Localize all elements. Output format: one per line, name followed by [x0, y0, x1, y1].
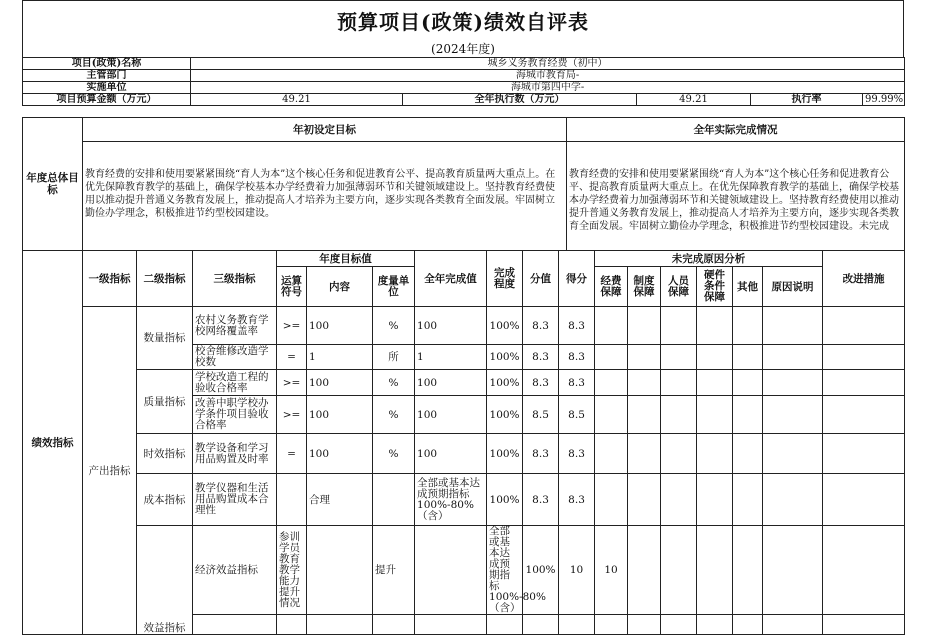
indicator-name: 学校改造工程的验收合格率 — [193, 370, 277, 396]
indicators-section-label: 绩效指标 — [23, 251, 83, 635]
indicator-name: 教学仪器和生活用品购置成本合理性 — [193, 474, 277, 526]
exec-label: 全年执行数（万元） — [403, 94, 637, 106]
header-actual: 全年完成值 — [415, 251, 487, 307]
project-info-table — [22, 57, 905, 106]
header-level1: 一级指标 — [83, 251, 137, 307]
table-row — [23, 526, 905, 615]
quantity-indicator-label: 数量指标 — [137, 307, 193, 370]
actual-value: 全部或基本达成预期指标100%-80%（含） — [415, 474, 487, 526]
dept-value: 海城市教育局- — [191, 70, 905, 82]
header-operator: 运算符号 — [277, 267, 307, 307]
completion: 100% — [487, 307, 523, 345]
operator: >= — [277, 396, 307, 434]
form-title: 预算项目(政策)绩效自评表 — [337, 10, 589, 34]
header-r-hardware: 硬件条件保障 — [697, 267, 733, 307]
benefit-indicator-label: 效益指标 — [137, 526, 193, 635]
economic-indicator-label: 经济效益指标 — [193, 526, 277, 615]
score: 8.3 — [559, 307, 595, 345]
annual-goals-table — [22, 117, 905, 251]
exec-value: 49.21 — [637, 94, 751, 106]
score: 8.3 — [559, 370, 595, 396]
header-level3: 三级指标 — [193, 251, 277, 307]
completion: 100% — [487, 434, 523, 474]
score-value: 8.3 — [523, 474, 559, 526]
header-r-desc: 原因说明 — [763, 267, 823, 307]
score: 8.3 — [559, 345, 595, 370]
output-indicator-label: 产出指标 — [83, 307, 137, 635]
indicator-name: 农村义务教育学校网络覆盖率 — [193, 307, 277, 345]
table-row — [23, 370, 905, 396]
dept-label: 主管部门 — [23, 70, 191, 82]
target-content: 合理 — [307, 474, 373, 526]
header-r-funding: 经费保障 — [595, 267, 628, 307]
score: 10 — [595, 526, 628, 615]
target-unit: % — [373, 434, 415, 474]
score-value: 8.5 — [523, 396, 559, 434]
indicator-name: 改善中职学校办学条件项目验收合格率 — [193, 396, 277, 434]
unit-label: 实施单位 — [23, 82, 191, 94]
form-year: (2024年度) — [431, 42, 495, 56]
actual-completion-text: 教育经费的安排和使用要紧紧围绕“育人为本”这个核心任务和促进教育公平、提高教育质量两大重点上。在优先保障教育教学的基础上，确保学校基本办学经费着力加强薄弱环节和关键领域建设上。坚持教育经费使用以推动提升普通义务教育发展上，推动提高人才培养为主要方向，逐步实现各类教育全面发展。牢固树立勤俭办学理念，积极推进节约型校园建设。未完成 — [567, 142, 905, 251]
actual-value: 1 — [415, 345, 487, 370]
score: 8.5 — [559, 396, 595, 434]
actual-completion-header: 全年实际完成情况 — [567, 118, 905, 142]
operator: >= — [277, 370, 307, 396]
target-content: 100 — [307, 434, 373, 474]
quality-indicator-label: 质量指标 — [137, 370, 193, 434]
target-content: 1 — [307, 345, 373, 370]
project-name-value: 城乡义务教育经费（初中） — [191, 58, 905, 70]
completion: 100% — [523, 526, 559, 615]
completion: 100% — [487, 370, 523, 396]
initial-goal-header: 年初设定目标 — [83, 118, 567, 142]
score-value: 8.3 — [523, 434, 559, 474]
actual-value: 100 — [415, 307, 487, 345]
completion: 100% — [487, 396, 523, 434]
operator: = — [277, 345, 307, 370]
completion: 100% — [487, 474, 523, 526]
header-annual-target: 年度目标值 — [277, 251, 415, 267]
header-completion: 完成程度 — [487, 251, 523, 307]
operator: >= — [277, 307, 307, 345]
header-content: 内容 — [307, 267, 373, 307]
operator — [307, 526, 373, 615]
table-row — [23, 434, 905, 474]
target-unit: % — [373, 307, 415, 345]
rate-label: 执行率 — [751, 94, 863, 106]
header-improve: 改进措施 — [823, 251, 905, 307]
table-row — [23, 474, 905, 526]
target-content: 提升 — [373, 526, 415, 615]
header-score: 得分 — [559, 251, 595, 307]
header-score-value: 分值 — [523, 251, 559, 307]
target-content: 100 — [307, 370, 373, 396]
goals-section-label: 年度总体目标 — [23, 118, 83, 251]
project-name-label: 项目(政策)名称 — [23, 58, 191, 70]
score-value: 8.3 — [523, 307, 559, 345]
target-unit: 所 — [373, 345, 415, 370]
actual-value: 全部或基本达成预期指标100%-80%（含） — [487, 526, 523, 615]
table-row — [23, 307, 905, 345]
indicator-name: 教学设备和学习用品购置及时率 — [193, 434, 277, 474]
operator — [277, 474, 307, 526]
header-r-other: 其他 — [733, 267, 763, 307]
indicator-name: 校舍维修改造学校数 — [193, 345, 277, 370]
header-unit: 度量单位 — [373, 267, 415, 307]
header-r-system: 制度保障 — [628, 267, 661, 307]
indicator-name: 参训学员教育教学能力提升情况 — [277, 526, 307, 615]
completion: 100% — [487, 345, 523, 370]
score-value: 10 — [559, 526, 595, 615]
rate-value: 99.99% — [863, 94, 905, 106]
initial-goal-text: 教育经费的安排和使用要紧紧围绕“育人为本”这个核心任务和促进教育公平、提高教育质量两大重点上。在优先保障教育教学的基础上，确保学校基本办学经费着力加强薄弱环节和关键领域建设上。坚持教育经费使用以推动提升普通义务教育发展上，推动提高人才培养为主要方向，逐步实现各类教育全面发展。牢固树立勤俭办学理念，积极推进节约型校园建设。 — [83, 142, 567, 251]
score: 8.3 — [559, 474, 595, 526]
header-level2: 二级指标 — [137, 251, 193, 307]
target-unit — [415, 526, 487, 615]
timeliness-indicator-label: 时效指标 — [137, 434, 193, 474]
target-content: 100 — [307, 396, 373, 434]
operator: = — [277, 434, 307, 474]
header-r-staff: 人员保障 — [661, 267, 697, 307]
budget-label: 项目预算金额（万元） — [23, 94, 191, 106]
target-unit: % — [373, 396, 415, 434]
actual-value: 100 — [415, 396, 487, 434]
target-unit: % — [373, 370, 415, 396]
indicators-table — [22, 250, 905, 635]
score-value: 8.3 — [523, 345, 559, 370]
score: 8.3 — [559, 434, 595, 474]
actual-value: 100 — [415, 434, 487, 474]
cost-indicator-label: 成本指标 — [137, 474, 193, 526]
score-value: 8.3 — [523, 370, 559, 396]
header-reasons: 未完成原因分析 — [595, 251, 823, 267]
target-unit — [373, 474, 415, 526]
unit-value: 海城市第四中学- — [191, 82, 905, 94]
target-content: 100 — [307, 307, 373, 345]
budget-value: 49.21 — [191, 94, 403, 106]
actual-value: 100 — [415, 370, 487, 396]
